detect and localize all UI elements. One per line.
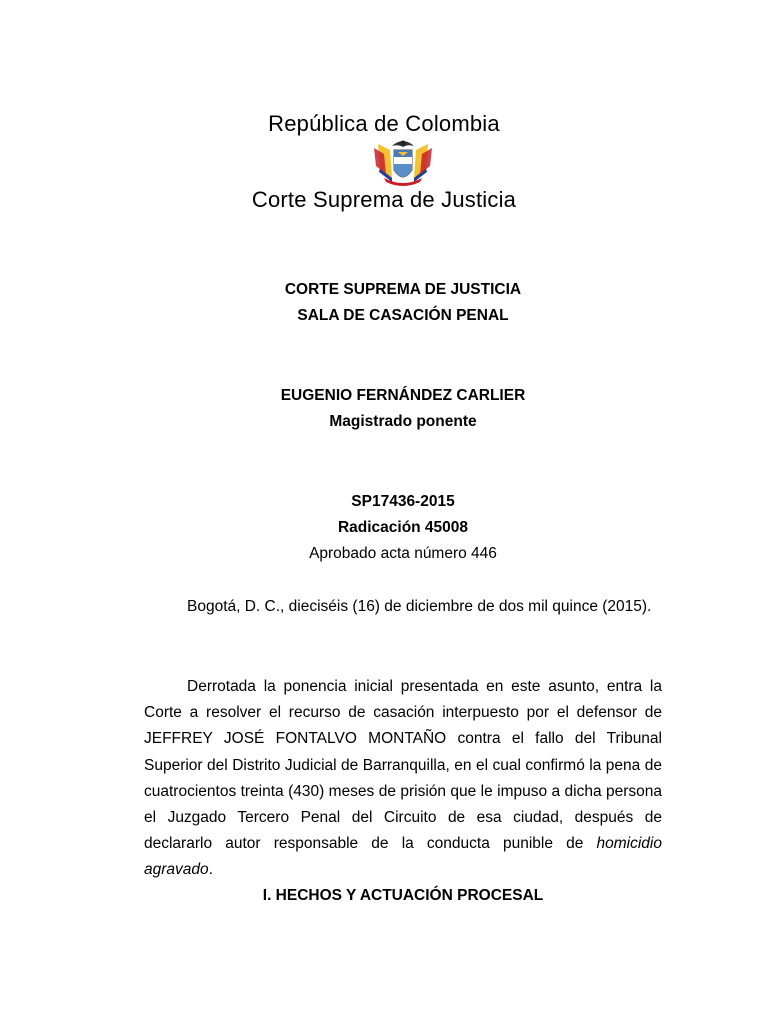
letterhead-republic: República de Colombia xyxy=(268,111,500,136)
main-paragraph-lead: Derrotada la ponencia inicial presentada en este asunto, entra la Corte a resolver el recurso de casación interpuesto por el defensor de JEFFREY JOSÉ FONTALVO MONTAÑO contra el fallo del Tribunal Superior del Distrito Judicial de Barranquilla, en el cual confirmó la pena de cuatrocientos treinta (430) meses de prisión que le impuso a dicha persona el Juzgado Tercero Penal del Circuito de esa ciudad, después de declararlo autor responsable de la conducta punible de xyxy=(144,678,662,853)
magistrate-name: EUGENIO FERNÁNDEZ CARLIER xyxy=(280,387,526,404)
radicacion-number: Radicación 45008 xyxy=(337,519,469,536)
colombia-coat-of-arms-icon xyxy=(370,138,436,188)
crime-name: homicidio agravado xyxy=(144,835,662,879)
acta-number: Aprobado acta número 446 xyxy=(309,545,497,562)
chamber-heading: SALA DE CASACIÓN PENAL xyxy=(297,307,509,324)
section-title: I. HECHOS Y ACTUACIÓN PROCESAL xyxy=(262,887,544,904)
date-paragraph: Bogotá, D. C., dieciséis (16) de diciembre de dos mil quince (2015). xyxy=(187,598,652,615)
magistrate-role: Magistrado ponente xyxy=(329,413,477,430)
letterhead-court: Corte Suprema de Justicia xyxy=(251,187,517,212)
main-paragraph xyxy=(144,674,662,884)
sentence-code: SP17436-2015 xyxy=(351,493,455,510)
main-paragraph-end: . xyxy=(208,861,213,879)
court-name-heading: CORTE SUPREMA DE JUSTICIA xyxy=(284,281,522,298)
